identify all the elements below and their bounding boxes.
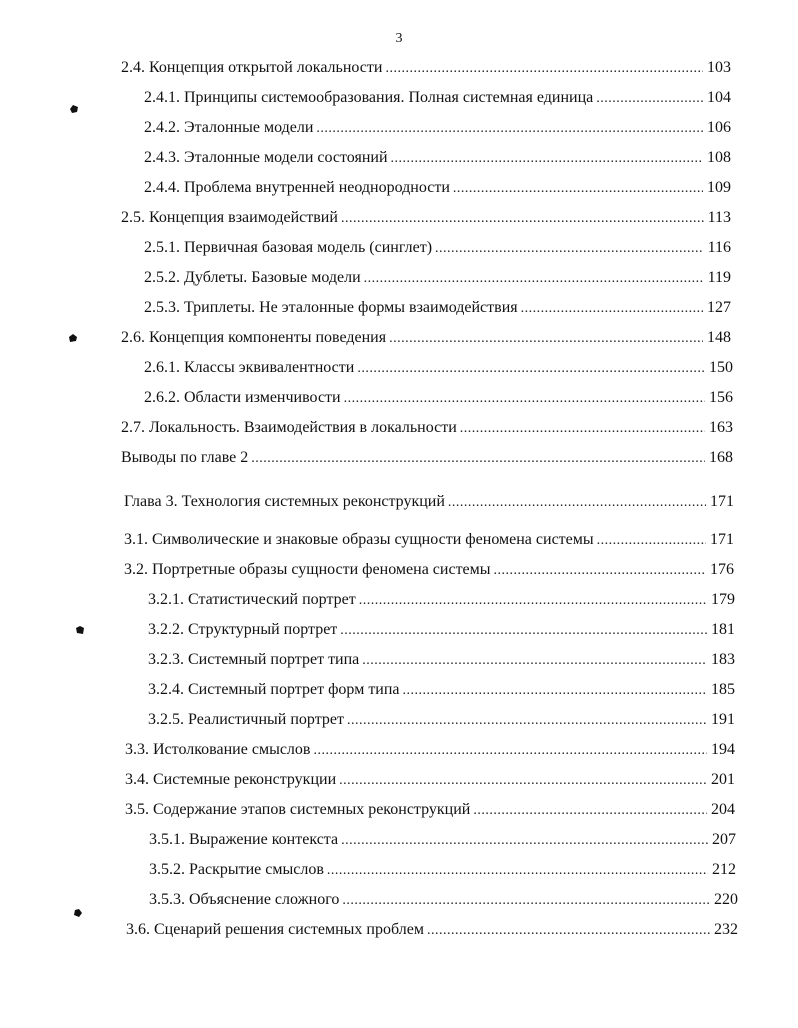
scan-speck-icon	[68, 333, 78, 343]
toc-entry[interactable]	[144, 267, 731, 289]
toc-entry-title: 2.5. Концепция взаимодействий	[121, 209, 338, 226]
dot-leader	[364, 268, 704, 290]
dot-leader	[403, 680, 707, 702]
dot-leader	[521, 298, 703, 320]
toc-entry-title: 2.6.2. Области изменчивости	[144, 389, 341, 406]
toc-entry-page: 113	[707, 209, 731, 226]
toc-entry-title: 3.2.5. Реалистичный портрет	[148, 711, 344, 728]
toc-entry[interactable]	[121, 207, 731, 229]
dot-leader	[313, 740, 707, 762]
toc-entry[interactable]	[125, 799, 735, 821]
dot-leader	[341, 830, 708, 852]
dot-leader	[339, 770, 707, 792]
toc-entry-title: 3.5.3. Объяснение сложного	[149, 891, 340, 908]
dot-leader	[427, 920, 710, 942]
toc-entry-title: 3.1. Символические и знаковые образы сущности феномена системы	[124, 531, 594, 548]
toc-entry-page: 171	[710, 531, 734, 548]
toc-entry-page: 168	[709, 449, 733, 466]
toc-entry-title: 3.2.3. Системный портрет типа	[148, 651, 360, 668]
toc-entry[interactable]	[148, 619, 735, 641]
dot-leader	[342, 890, 710, 912]
dot-leader	[362, 650, 707, 672]
toc-entry-title: 3.5.2. Раскрытие смыслов	[149, 861, 324, 878]
toc-entry-page: 148	[707, 329, 731, 346]
toc-entry-page: 232	[714, 921, 738, 938]
toc-entry-title: 3.2.1. Статистический портрет	[148, 591, 356, 608]
dot-leader	[435, 238, 704, 260]
toc-entry-title: 3.2. Портретные образы сущности феномена системы	[124, 561, 491, 578]
toc-entry[interactable]	[148, 649, 735, 671]
toc-entry[interactable]	[126, 919, 738, 941]
dot-leader	[385, 58, 703, 80]
toc-entry[interactable]	[121, 447, 733, 469]
toc-entry-page: 116	[707, 239, 731, 256]
toc-entry[interactable]	[144, 357, 733, 379]
dot-leader	[460, 418, 705, 440]
dot-leader	[597, 530, 706, 552]
toc-entry-page: 163	[709, 419, 733, 436]
toc-entry[interactable]	[144, 87, 731, 109]
toc-entry[interactable]	[144, 177, 731, 199]
dot-leader	[347, 710, 707, 732]
toc-entry-page: 127	[707, 299, 731, 316]
toc-entry-page: 191	[711, 711, 735, 728]
toc-entry[interactable]	[144, 237, 731, 259]
toc-entry[interactable]	[144, 147, 731, 169]
dot-leader	[494, 560, 706, 582]
dot-leader	[391, 148, 703, 170]
toc-entry-page: 201	[711, 771, 735, 788]
toc-entry-title: 2.5.3. Триплеты. Не эталонные формы взаимодействия	[144, 299, 518, 316]
toc-entry[interactable]	[144, 117, 731, 139]
dot-leader	[344, 388, 705, 410]
scan-speck-icon	[73, 908, 83, 918]
toc-entry[interactable]	[121, 57, 731, 79]
dot-leader	[473, 800, 707, 822]
toc-entry-title: 2.4.3. Эталонные модели состояний	[144, 149, 388, 166]
toc-entry-title: 2.4.1. Принципы системообразования. Полная системная единица	[144, 89, 594, 106]
toc-chapter-heading[interactable]	[124, 491, 734, 513]
toc-entry-title: 2.4. Концепция открытой локальности	[121, 59, 383, 76]
toc-entry-title: 2.5.1. Первичная базовая модель (синглет)	[144, 239, 433, 256]
dot-leader	[251, 448, 705, 470]
toc-entry[interactable]	[148, 709, 735, 731]
toc-entry-title: 3.5.1. Выражение контекста	[149, 831, 339, 848]
toc-entry-page: 106	[707, 119, 731, 136]
toc-entry-title: 3.5. Содержание этапов системных реконструкций	[125, 801, 471, 818]
toc-entry-page: 109	[707, 179, 731, 196]
toc-entry-title: Глава 3. Технология системных реконструкций	[124, 493, 445, 510]
toc-entry-title: 3.3. Истолкование смыслов	[125, 741, 311, 758]
toc-entry-page: 183	[711, 651, 735, 668]
dot-leader	[359, 590, 707, 612]
toc-entry[interactable]	[148, 589, 735, 611]
toc-entry-title: Выводы по главе 2	[121, 449, 249, 466]
toc-entry[interactable]	[124, 529, 734, 551]
toc-entry[interactable]	[125, 739, 735, 761]
toc-entry-page: 150	[709, 359, 733, 376]
toc-entry[interactable]	[149, 889, 738, 911]
toc-entry-page: 171	[710, 493, 734, 510]
toc-entry[interactable]	[144, 387, 733, 409]
scan-speck-icon	[75, 625, 85, 635]
toc-entry-page: 185	[711, 681, 735, 698]
toc-entry-page: 212	[712, 861, 736, 878]
toc-entry-title: 2.4.4. Проблема внутренней неоднородности	[144, 179, 450, 196]
toc-entry-title: 3.2.4. Системный портрет форм типа	[148, 681, 400, 698]
toc-entry[interactable]	[149, 859, 736, 881]
toc-entry[interactable]	[148, 679, 735, 701]
toc-entry-page: 194	[711, 741, 735, 758]
toc-entry-title: 2.5.2. Дублеты. Базовые модели	[144, 269, 361, 286]
dot-leader	[596, 88, 703, 110]
toc-entry-title: 2.6. Концепция компоненты поведения	[121, 329, 387, 346]
toc-entry-page: 220	[714, 891, 738, 908]
dot-leader	[327, 860, 708, 882]
toc-entry-page: 179	[711, 591, 735, 608]
dot-leader	[448, 492, 706, 514]
toc-entry-page: 103	[707, 59, 731, 76]
dot-leader	[316, 118, 703, 140]
toc-entry[interactable]	[121, 327, 731, 349]
toc-entry-page: 181	[711, 621, 735, 638]
dot-leader	[340, 620, 707, 642]
dot-leader	[453, 178, 703, 200]
toc-entry[interactable]	[149, 829, 736, 851]
toc-entry-page: 176	[710, 561, 734, 578]
toc-entry-title: 3.2.2. Структурный портрет	[148, 621, 338, 638]
toc-entry-page: 204	[711, 801, 735, 818]
toc-entry-page: 119	[707, 269, 731, 286]
page-number: 3	[395, 31, 403, 46]
toc-entry-title: 3.6. Сценарий решения системных проблем	[126, 921, 424, 938]
dot-leader	[357, 358, 705, 380]
toc-entry-title: 2.7. Локальность. Взаимодействия в локальности	[121, 419, 457, 436]
toc-entry-page: 156	[709, 389, 733, 406]
toc-entry-page: 108	[707, 149, 731, 166]
toc-entry-title: 2.6.1. Классы эквивалентности	[144, 359, 355, 376]
dot-leader	[389, 328, 703, 350]
toc-entry[interactable]	[125, 769, 735, 791]
toc-entry[interactable]	[144, 297, 731, 319]
toc-entry[interactable]	[121, 417, 733, 439]
toc-entry-page: 207	[712, 831, 736, 848]
dot-leader	[341, 208, 704, 230]
toc-entry[interactable]	[124, 559, 734, 581]
toc-entry-page: 104	[707, 89, 731, 106]
toc-entry-title: 2.4.2. Эталонные модели	[144, 119, 314, 136]
toc-entry-title: 3.4. Системные реконструкции	[125, 771, 337, 788]
scan-speck-icon	[69, 104, 79, 114]
